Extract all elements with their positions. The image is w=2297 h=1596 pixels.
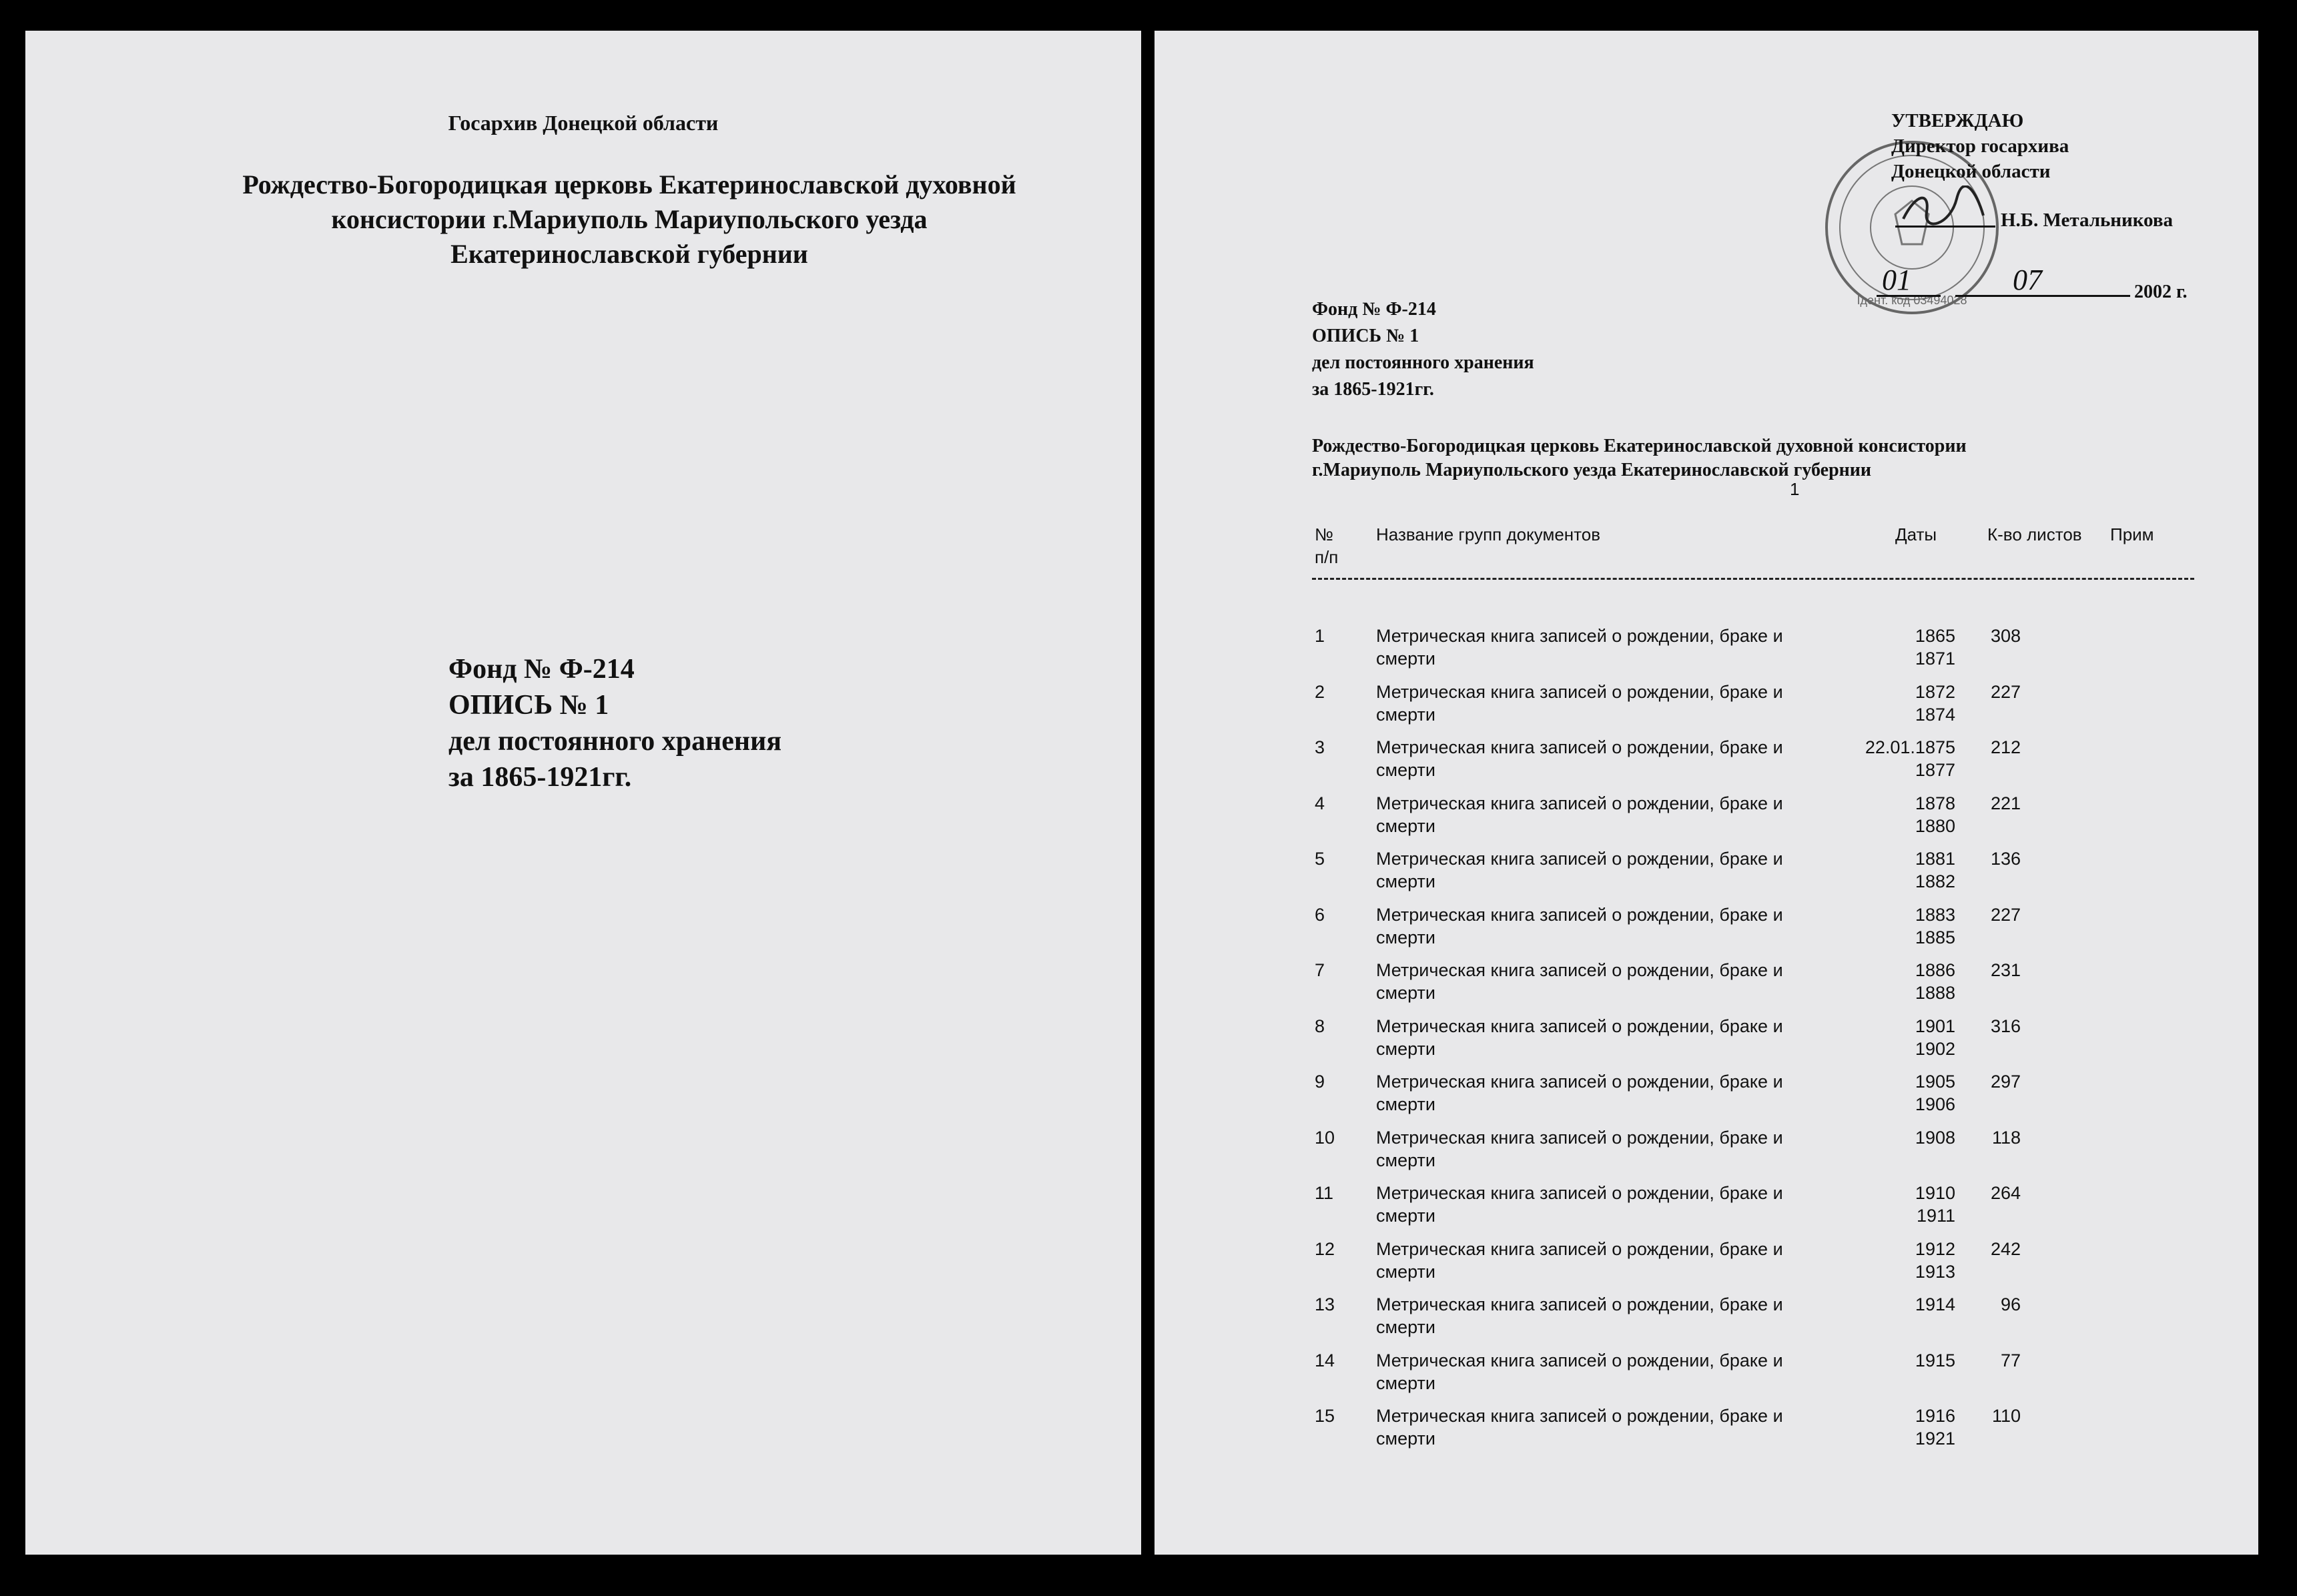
approval-block xyxy=(1891,108,2069,184)
row-date-start: 1914 xyxy=(1915,1294,1955,1314)
row-title: Метрическая книга записей о рождении, браке и смерти xyxy=(1376,793,1783,836)
approval-heading: УТВЕРЖДАЮ xyxy=(1891,110,2024,131)
approver-position-2: Донецкой области xyxy=(1891,161,2051,182)
month-line xyxy=(1955,295,2130,297)
table-row xyxy=(1312,847,2194,899)
col-dates-header: Даты xyxy=(1895,524,1937,544)
table-row xyxy=(1312,903,2194,955)
row-sheet-count: 110 xyxy=(1991,1406,2021,1426)
seal-code: Ідент. код 03494028 xyxy=(1857,294,1967,307)
row-title: Метрическая книга записей о рождении, браке и смерти xyxy=(1376,1072,1783,1114)
row-sheet-count: 227 xyxy=(1990,681,2021,702)
period: за 1865-1921гг. xyxy=(448,762,632,793)
row-sheet-count: 297 xyxy=(1990,1072,2021,1092)
table-row xyxy=(1312,625,2194,677)
fond-info xyxy=(448,651,781,795)
table-row xyxy=(1312,1182,2194,1234)
row-title: Метрическая книга записей о рождении, браке и смерти xyxy=(1376,1016,1783,1059)
row-title: Метрическая книга записей о рождении, браке и смерти xyxy=(1376,960,1783,1003)
church-line: г.Мариуполь Мариупольского уезда Екатеринославской губернии xyxy=(1312,460,1872,480)
row-sheet-count: 316 xyxy=(1990,1016,2021,1036)
title-line: Рождество-Богородицкая церковь Екатеринославской духовной xyxy=(242,169,1016,200)
row-sheet-count: 308 xyxy=(1990,626,2021,646)
row-date-end: 1882 xyxy=(1915,871,1955,891)
col-name-header: Название групп документов xyxy=(1376,524,1601,544)
right-page xyxy=(1155,31,2258,1555)
approval-year: 2002 г. xyxy=(2134,282,2188,302)
row-date-start: 1886 xyxy=(1915,960,1955,980)
page-number: 1 xyxy=(1790,479,1800,499)
archive-name: Госархив Донецкой области xyxy=(448,111,719,135)
row-sheet-count: 231 xyxy=(1990,960,2021,980)
row-title: Метрическая книга записей о рождении, браке и смерти xyxy=(1376,1350,1783,1393)
table-row xyxy=(1312,1126,2194,1178)
row-number: 1 xyxy=(1315,626,1325,646)
row-date-start: 1901 xyxy=(1915,1016,1955,1036)
row-title: Метрическая книга записей о рождении, браке и смерти xyxy=(1376,1406,1783,1449)
row-number: 2 xyxy=(1315,681,1325,702)
row-date-start: 1878 xyxy=(1915,793,1955,813)
table-row xyxy=(1312,1070,2194,1122)
approver-name: Н.Б. Метальникова xyxy=(2001,210,2173,231)
row-number: 8 xyxy=(1315,1016,1325,1036)
row-date-end: 1874 xyxy=(1915,704,1955,725)
row-date-end: 1913 xyxy=(1915,1261,1955,1282)
table-row xyxy=(1312,1293,2194,1345)
row-date-start: 1881 xyxy=(1915,849,1955,869)
row-title: Метрическая книга записей о рождении, браке и смерти xyxy=(1376,737,1783,780)
row-date-start: 22.01.1875 xyxy=(1865,737,1955,757)
left-page xyxy=(25,31,1141,1555)
row-date-end: 1885 xyxy=(1915,927,1955,947)
row-number: 13 xyxy=(1315,1294,1335,1314)
row-date-end: 1906 xyxy=(1915,1094,1955,1114)
row-date-start: 1910 xyxy=(1915,1183,1955,1203)
handwritten-signature xyxy=(1897,185,2003,232)
row-date-start: 1905 xyxy=(1915,1072,1955,1092)
row-date-end: 1911 xyxy=(1916,1206,1955,1226)
document-title xyxy=(25,167,1233,272)
row-date-start: 1912 xyxy=(1915,1238,1955,1259)
row-sheet-count: 242 xyxy=(1990,1238,2021,1259)
fond-number: Фонд № Ф-214 xyxy=(448,654,635,685)
church-line: Рождество-Богородицкая церковь Екатеринославской духовной консистории xyxy=(1312,436,1967,456)
row-title: Метрическая книга записей о рождении, браке и смерти xyxy=(1376,1127,1783,1170)
row-sheet-count: 96 xyxy=(2000,1294,2021,1314)
col-num-line1: № xyxy=(1315,524,1333,544)
table-row xyxy=(1312,736,2194,788)
row-number: 12 xyxy=(1315,1238,1335,1259)
period: за 1865-1921гг. xyxy=(1312,379,1434,400)
row-title: Метрическая книга записей о рождении, браке и смерти xyxy=(1376,1238,1783,1282)
row-date-start: 1908 xyxy=(1915,1127,1955,1148)
storage-type: дел постоянного хранения xyxy=(448,726,782,757)
row-sheet-count: 227 xyxy=(1990,904,2021,925)
row-number: 3 xyxy=(1315,737,1325,757)
row-date-start: 1915 xyxy=(1915,1350,1955,1370)
row-title: Метрическая книга записей о рождении, браке и смерти xyxy=(1376,626,1783,669)
row-sheet-count: 221 xyxy=(1990,793,2021,813)
col-num-line2: п/п xyxy=(1315,547,1339,567)
row-sheet-count: 264 xyxy=(1990,1183,2021,1203)
table-row xyxy=(1312,1405,2194,1457)
row-date-start: 1872 xyxy=(1915,681,1955,702)
row-title: Метрическая книга записей о рождении, браке и смерти xyxy=(1376,849,1783,891)
row-sheet-count: 136 xyxy=(1990,849,2021,869)
row-number: 5 xyxy=(1315,849,1325,869)
table-row xyxy=(1312,1015,2194,1067)
row-title: Метрическая книга записей о рождении, браке и смерти xyxy=(1376,904,1783,947)
col-num-header xyxy=(1315,523,1338,568)
col-sheets-header: К-во листов xyxy=(1987,524,2082,544)
row-title: Метрическая книга записей о рождении, браке и смерти xyxy=(1376,681,1783,725)
church-name xyxy=(1312,434,1967,482)
row-date-end: 1871 xyxy=(1915,649,1955,669)
row-date-end: 1902 xyxy=(1915,1038,1955,1059)
row-sheet-count: 77 xyxy=(2000,1350,2021,1370)
opis-number: ОПИСЬ № 1 xyxy=(1312,326,1419,346)
fond-info xyxy=(1312,296,1534,403)
header-rule xyxy=(1312,578,2194,580)
row-sheet-count: 212 xyxy=(1990,737,2021,757)
row-sheet-count: 118 xyxy=(1991,1127,2021,1148)
row-number: 6 xyxy=(1315,904,1325,925)
row-number: 15 xyxy=(1315,1406,1335,1426)
day-line xyxy=(1877,295,1941,297)
row-number: 9 xyxy=(1315,1072,1325,1092)
row-number: 7 xyxy=(1315,960,1325,980)
table-row xyxy=(1312,959,2194,1011)
row-date-end: 1880 xyxy=(1915,815,1955,836)
fond-number: Фонд № Ф-214 xyxy=(1312,299,1436,320)
row-title: Метрическая книга записей о рождении, браке и смерти xyxy=(1376,1183,1783,1226)
row-title: Метрическая книга записей о рождении, браке и смерти xyxy=(1376,1294,1783,1337)
row-date-end: 1877 xyxy=(1915,760,1955,780)
approver-position: Директор госархива xyxy=(1891,135,2069,157)
row-date-start: 1916 xyxy=(1915,1406,1955,1426)
title-line: Екатеринославской губернии xyxy=(450,239,808,269)
approval-day: 01 xyxy=(1882,264,1911,296)
table-row xyxy=(1312,681,2194,733)
row-date-end: 1888 xyxy=(1915,983,1955,1003)
table-row xyxy=(1312,792,2194,844)
table-row xyxy=(1312,1238,2194,1290)
approval-month: 07 xyxy=(2013,264,2042,296)
row-date-start: 1883 xyxy=(1915,904,1955,925)
row-date-end: 1921 xyxy=(1915,1429,1955,1449)
opis-number: ОПИСЬ № 1 xyxy=(448,690,609,721)
storage-type: дел постоянного хранения xyxy=(1312,352,1534,373)
row-number: 10 xyxy=(1315,1127,1335,1148)
row-number: 4 xyxy=(1315,793,1325,813)
row-number: 14 xyxy=(1315,1350,1335,1370)
row-number: 11 xyxy=(1315,1183,1334,1203)
table-row xyxy=(1312,1349,2194,1401)
row-date-start: 1865 xyxy=(1915,626,1955,646)
title-line: консистории г.Мариуполь Мариупольского уезда xyxy=(331,204,928,234)
col-note-header: Прим xyxy=(2110,524,2154,544)
